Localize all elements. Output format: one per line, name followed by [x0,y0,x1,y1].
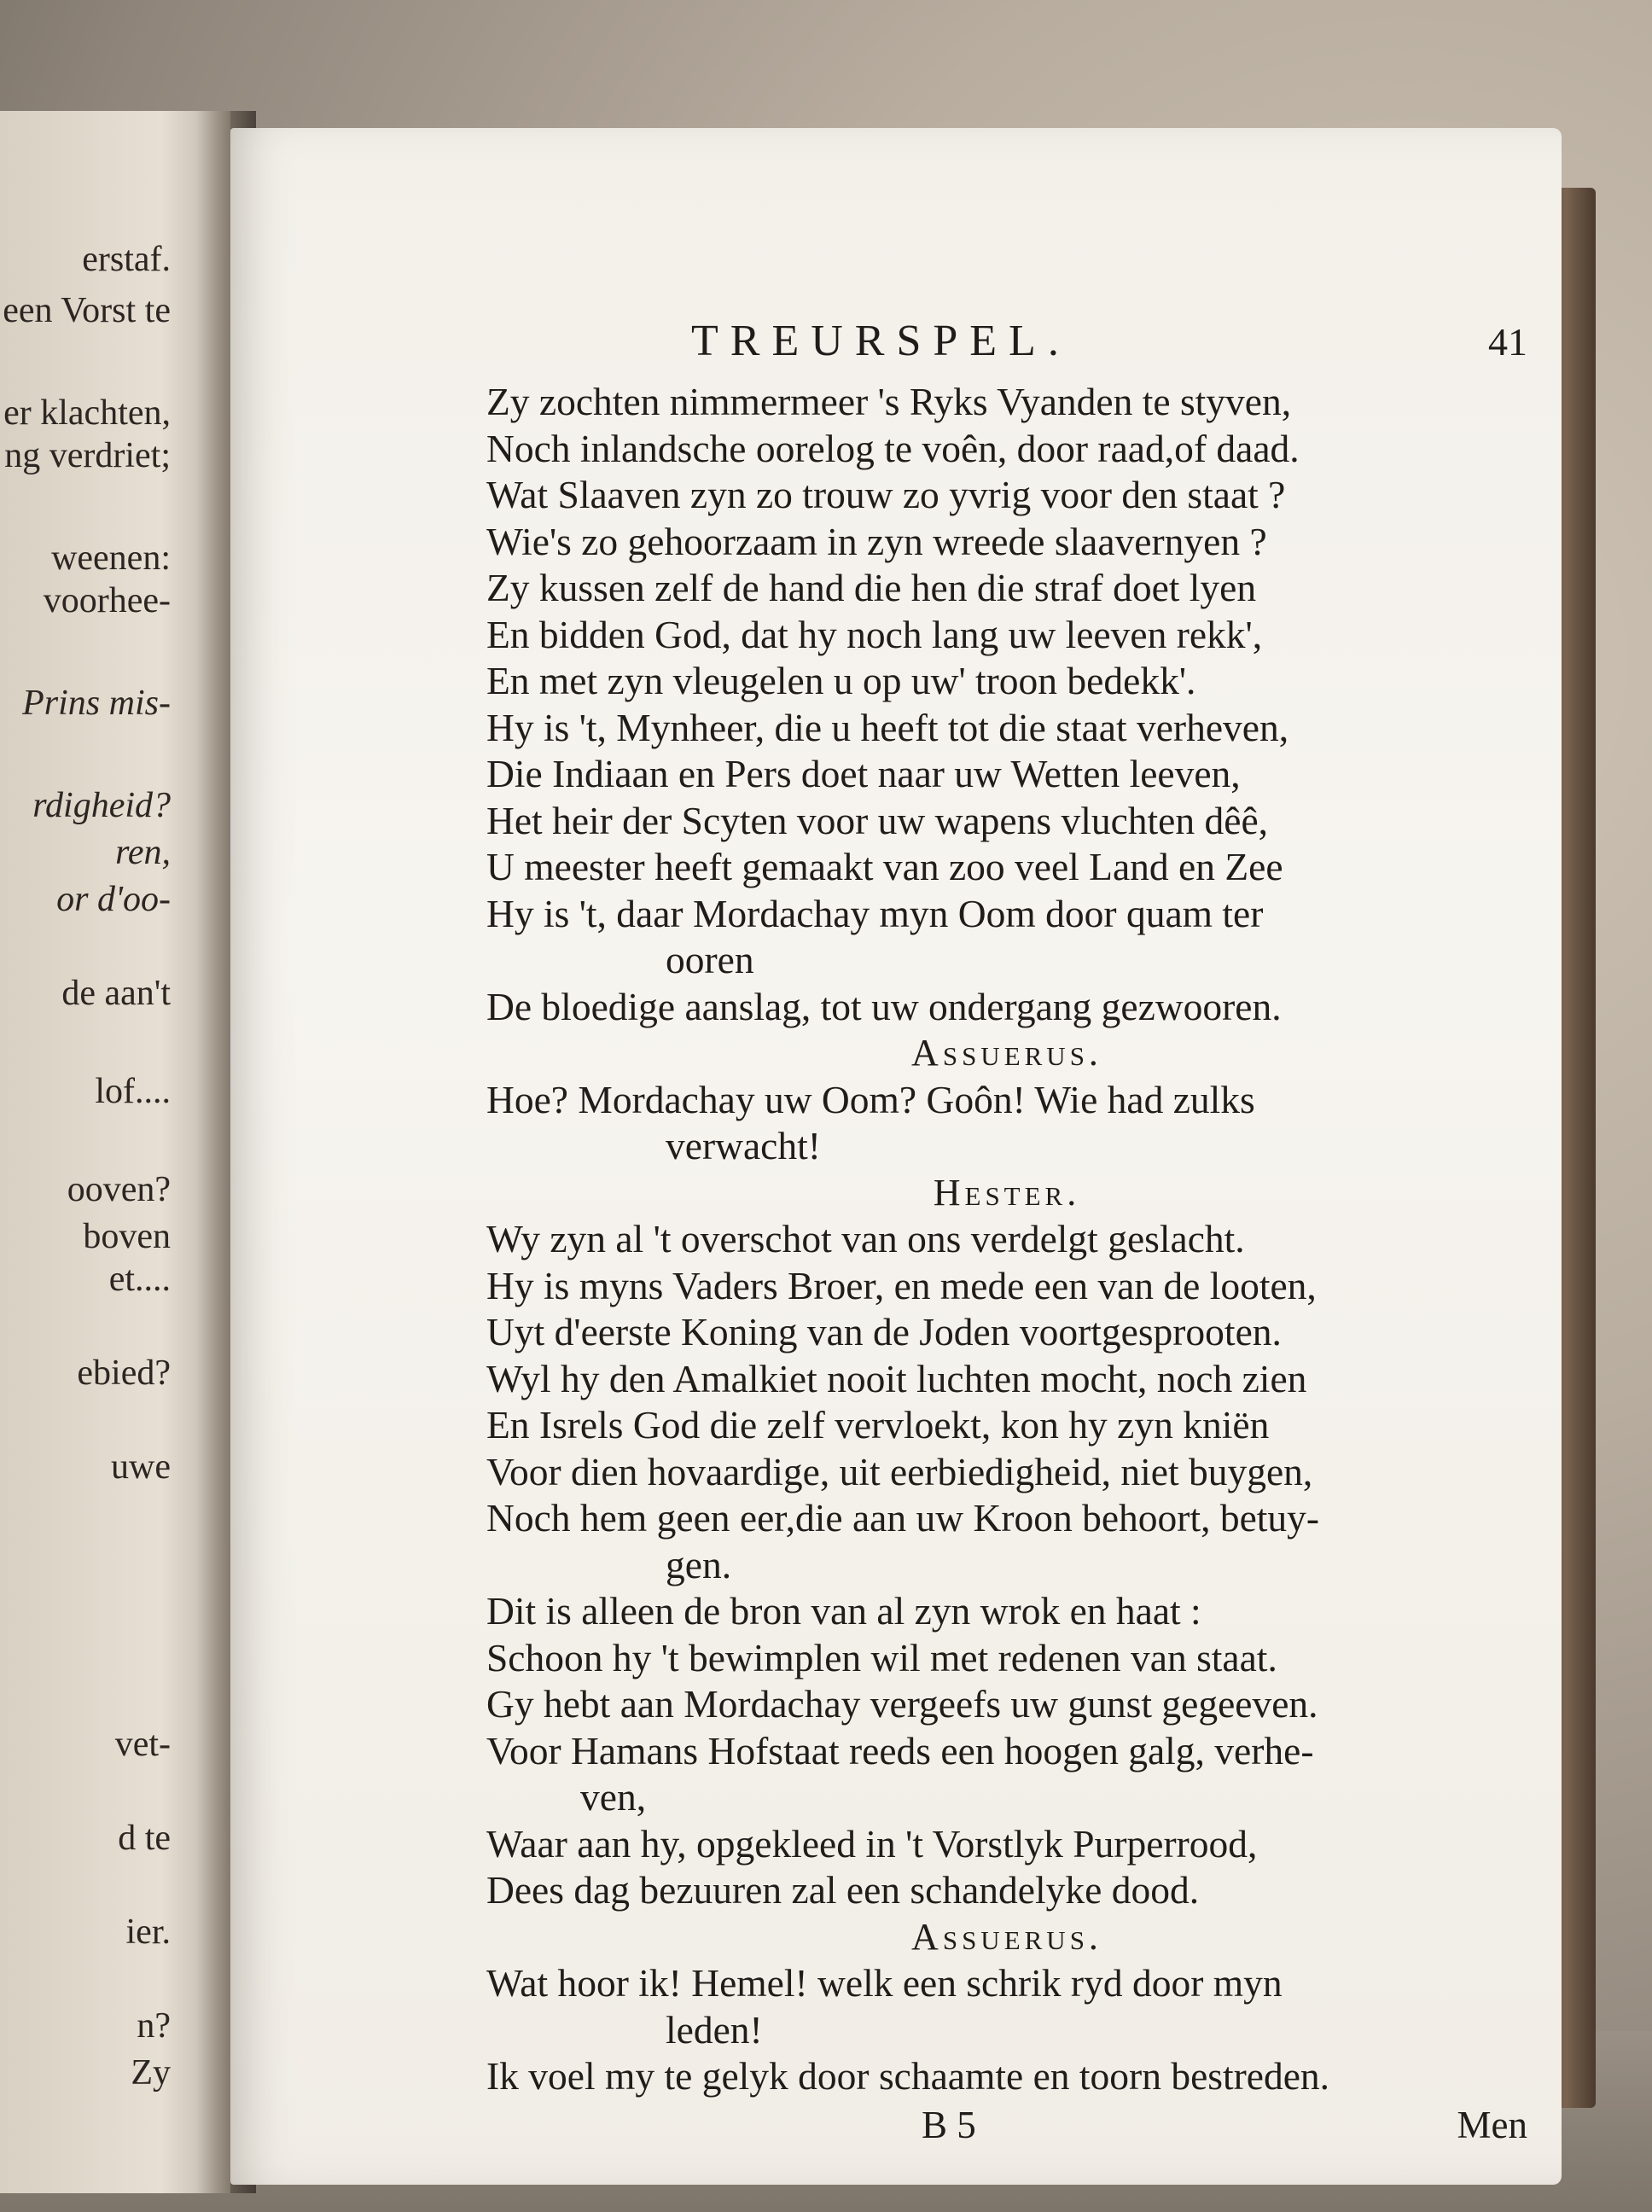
speaker-name: Assuerus. [911,1032,1102,1074]
verse-line: Gy hebt aan Mordachay vergeefs uw gunst gegeeven. [486,1682,1318,1726]
left-fragment: weenen: [51,538,171,578]
speaker-name: Hester. [933,1171,1081,1214]
left-fragment: erstaf. [82,240,171,279]
verse-line-continuation: ven, [580,1775,647,1819]
verse-line: Het heir der Scyten voor uw wapens vluchten dêê, [486,798,1269,842]
verse-line: Dees dag bezuuren zal een schandelyke dood. [486,1868,1200,1912]
verse-line-continuation: leden! [666,2007,763,2052]
speaker-name: Assuerus. [911,1915,1102,1958]
left-fragment: Prins mis- [22,684,171,723]
verse-line: Hy is 't, daar Mordachay myn Oom door quam ter [486,891,1264,935]
verse-line: Voor dien hovaardige, uit eerbiedigheid, niet buygen, [486,1449,1313,1493]
left-fragment: er klachten, [3,393,171,433]
verse-line: Wie's zo gehoorzaam in zyn wreede slaavernyen ? [486,519,1267,563]
left-fragment: n? [137,2006,171,2046]
verse-line: Noch inlandsche oorelog te voên, door raad,of daad. [486,426,1300,470]
running-title: TREURSPEL. [691,317,1071,365]
verse-line: Ik voel my te gelyk door schaamte en toorn bestreden. [486,2054,1330,2098]
left-fragment: Zy [131,2053,171,2093]
verse-line: Schoon hy 't bewimplen wil met redenen van staat. [486,1635,1277,1679]
verse-line: Waar aan hy, opgekleed in 't Vorstlyk Purperrood, [486,1821,1258,1866]
right-page [230,128,1562,2185]
left-fragment: ng verdriet; [4,436,171,475]
verse-line: En bidden God, dat hy noch lang uw leeven rekk', [486,612,1263,656]
running-head [486,316,1527,375]
verse-line-continuation: verwacht! [666,1124,821,1167]
verse-line-continuation: ooren [666,938,754,981]
verse-line: Zy zochten nimmermeer 's Ryks Vyanden te styven, [486,380,1292,423]
left-fragment: ooven? [67,1170,171,1209]
left-fragment: ebied? [77,1353,171,1393]
left-fragment: ier. [125,1912,171,1952]
page-footer [486,2102,1527,2148]
verse-line: En Isrels God die zelf vervloekt, kon hy zyn kniën [486,1403,1270,1447]
verse-line: Wyl hy den Amalkiet nooit luchten mocht, noch zien [486,1356,1307,1400]
left-fragment: rdigheid? [32,786,171,825]
left-fragment: voorhee- [43,581,171,620]
verse-line: Hoe? Mordachay uw Oom? Goôn! Wie had zulks [486,1077,1255,1121]
left-fragment: ren, [115,833,171,872]
verse-line-continuation: gen. [666,1542,732,1586]
verse-line: Noch hem geen eer,die aan uw Kroon behoort, betuy- [486,1496,1320,1540]
verse-line: Hy is 't, Mynheer, die u heeft tot die staat verheven, [486,705,1289,749]
left-fragment: de aan't [61,974,171,1013]
verse-line: Uyt d'eerste Koning van de Joden voortgesprooten. [486,1310,1282,1353]
left-fragment: et.... [108,1260,171,1299]
verse-line: Wat hoor ik! Hemel! welk een schrik ryd door myn [486,1961,1283,2005]
verse-line: Dit is alleen de bron van al zyn wrok en haat : [486,1589,1201,1633]
left-fragment: uwe [111,1447,171,1487]
left-fragment: boven [83,1217,171,1256]
left-fragment: or d'oo- [56,880,171,919]
verse-line: Zy kussen zelf de hand die hen die straf doet lyen [486,566,1257,609]
verse-line: De bloedige aanslag, tot uw ondergang gezwooren. [486,984,1282,1028]
verse-line: Die Indiaan en Pers doet naar uw Wetten leeven, [486,752,1241,795]
left-fragment: d te [118,1819,171,1858]
verse-line: Voor Hamans Hofstaat reeds een hoogen galg, verhe- [486,1728,1314,1773]
signature-mark: B 5 [922,2103,976,2146]
verse-line: En met zyn vleugelen u op uw' troon bedekk'. [486,659,1196,702]
page-text-block [486,316,1527,2148]
catchword: Men [1457,2103,1527,2146]
left-fragment: vet- [114,1725,171,1764]
left-fragment: lof.... [95,1072,171,1111]
verse-line: Wat Slaaven zyn zo trouw zo yvrig voor den staat ? [486,473,1286,516]
page-number: 41 [1488,320,1527,364]
verse-line: U meester heeft gemaakt van zoo veel Land en Zee [486,845,1283,888]
left-fragment: een Vorst te [3,291,171,330]
verse-line: Hy is myns Vaders Broer, en mede een van de looten, [486,1263,1317,1307]
verse-line: Wy zyn al 't overschot van ons verdelgt geslacht. [486,1217,1245,1260]
